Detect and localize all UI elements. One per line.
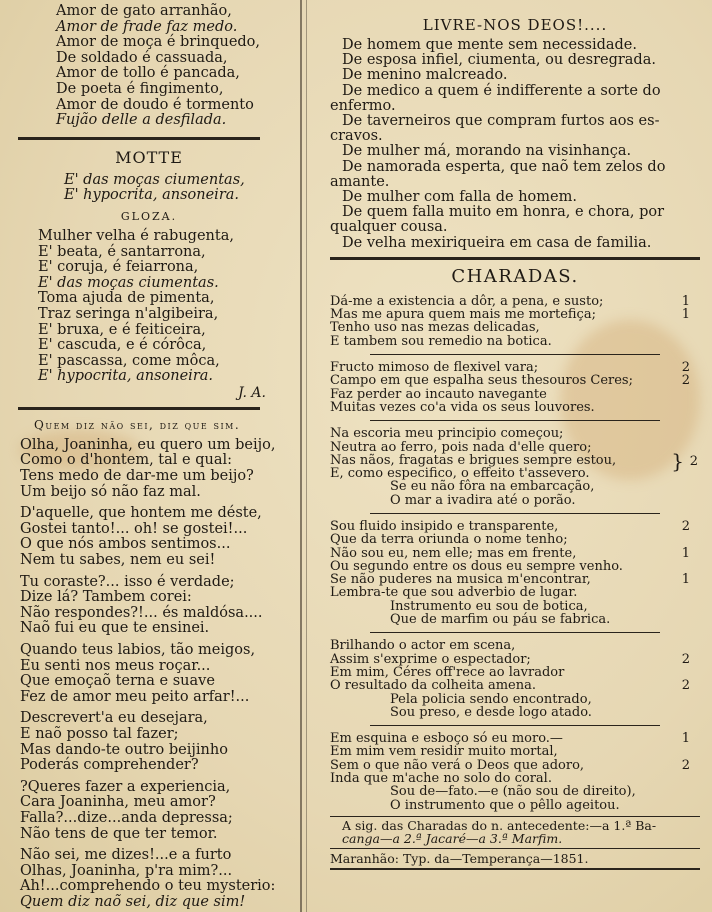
charada-line: Lembra-te que sou adverbio de lugar. xyxy=(330,585,578,601)
charada-line: E, como especifico, o effeito t'assevero. xyxy=(330,466,590,482)
list-line: De quem falla muito em honra, e chora, por xyxy=(342,204,665,221)
poem-line: Amor de gato arranhão, xyxy=(56,3,232,19)
stanza-line: O que nós ambos sentimos... xyxy=(20,536,231,553)
section-title: LIVRE-NOS DEOS!.... xyxy=(422,16,608,34)
brace-mark: } xyxy=(671,449,684,474)
list-line: amante. xyxy=(330,173,390,190)
gloza-block xyxy=(18,229,280,385)
charada-line: Sou fluido insipido e transparente, 2 xyxy=(330,519,690,534)
charada-line: Fructo mimoso de flexivel vara; 2 xyxy=(330,360,690,376)
charadas-title: CHARADAS. xyxy=(451,265,579,287)
gloza-line: Mulher velha é rabugenta, xyxy=(38,227,234,244)
stanza xyxy=(20,506,280,568)
charada xyxy=(330,361,700,414)
charada-line: Sem o que não verá o Deos que adoro, 2 xyxy=(330,757,690,773)
stanza-line: Olhas, Joaninha, p'ra mim?... xyxy=(20,862,233,879)
stanza-line: Tu coraste?... isso é verdade; xyxy=(20,573,235,590)
list-line: De mulher com falla de homem. xyxy=(342,189,577,206)
stanza xyxy=(20,575,280,637)
stanza xyxy=(20,711,280,773)
stanza xyxy=(20,780,280,842)
list-line: De namorada esperta, que naõ tem zelos do xyxy=(342,158,666,175)
gloza-line: E' pascassa, come môca, xyxy=(38,352,220,369)
stanza-line: Quem diz naõ sei, diz que sim! xyxy=(20,893,246,910)
stanza-line: Falla?...dize...anda depressa; xyxy=(20,809,233,826)
poem-line: Amor de tollo é pancada, xyxy=(56,65,240,82)
charada-line: Dá-me a existencia a dôr, a pena, e susto; 1 xyxy=(330,293,690,309)
author-signature: J. A. xyxy=(238,384,266,401)
list-line: De menino malcreado. xyxy=(342,67,508,84)
charada xyxy=(330,427,700,507)
stanza-line: Que emoçaõ terna e suave xyxy=(20,673,215,690)
poem-line: De soldado é cassuada, xyxy=(56,49,228,66)
stanza-line: Descrevert'a eu desejara, xyxy=(20,710,208,727)
charada-line: Muitas vezes co'a vida os seus louvores. xyxy=(330,399,595,415)
poem-line: Amor de moça é brinquedo, xyxy=(56,34,261,51)
charada-divider xyxy=(370,513,660,514)
stanza-line: Mas dando-te outro beijinho xyxy=(20,741,228,758)
stanza-line: Poderás comprehender? xyxy=(20,757,199,774)
stanza-line: Fez de amor meu peito arfar!... xyxy=(20,688,250,705)
list-line: De taverneiros que compram furtos aos es- xyxy=(342,113,660,130)
answers-line: canga—a 2.ª Jacaré—a 3.ª Marfim. xyxy=(342,830,563,846)
stanza-line: Quando teus labios, tão meigos, xyxy=(20,642,256,658)
charada-line: Na escoria meu principio começou; xyxy=(330,426,564,442)
list-line: De medico a quem é indifferente a sorte do xyxy=(342,82,661,99)
charada-divider xyxy=(370,420,660,421)
charada xyxy=(330,639,700,719)
gloza-line: Traz seringa n'algibeira, xyxy=(38,305,219,322)
charada xyxy=(330,295,700,348)
charada-line: E tambem sou remedio na botica. xyxy=(330,333,552,349)
charada-line: Assim s'exprime o espectador; 2 xyxy=(330,651,690,667)
section-rule xyxy=(18,407,260,410)
answers-box xyxy=(330,816,700,845)
section-rule xyxy=(330,257,700,260)
poem-title: Quem diz não sei, diz que sim. xyxy=(34,417,241,432)
list-line: enfermo. xyxy=(330,97,396,114)
charada-line: Em mim vem residir muito mortal, xyxy=(330,744,558,760)
charada-line: Se eu não fôra na embarcação, xyxy=(390,479,595,495)
charada-line: Nas nãos, fragatas e brigues sempre estou, xyxy=(330,452,617,468)
charada xyxy=(330,520,700,626)
charada-line: Ou segundo entre os dous eu sempre venho. xyxy=(330,558,623,574)
gloza-line: E' bruxa, e é feiticeira, xyxy=(38,321,206,338)
right-column xyxy=(330,4,700,870)
charada-line: Instrumento eu sou de botica, xyxy=(390,598,588,614)
charada-line: O mar a ivadira até o porão. xyxy=(390,492,576,508)
charada-line: Campo em que espalha seus thesouros Ceres; 2 xyxy=(330,373,690,389)
column-divider xyxy=(306,0,307,912)
list-line: De esposa infiel, ciumenta, ou desregrada. xyxy=(342,52,656,69)
stanza-line: ?Queres fazer a experiencia, xyxy=(20,778,231,795)
love-poem xyxy=(18,4,280,129)
stanza-line: Não respondes?!... és maldósa.... xyxy=(20,604,263,621)
charada-number: 2 xyxy=(689,454,698,470)
gloza-line: E' beata, é santarrona, xyxy=(38,243,206,260)
charada-divider xyxy=(370,354,660,355)
charada-line: Em esquina e esboço só eu moro.— 1 xyxy=(330,731,690,747)
list-line: qualquer cousa. xyxy=(330,219,448,236)
stanza-line: Naõ fui eu que te ensinei. xyxy=(20,620,210,637)
motte-block xyxy=(18,173,280,204)
stanza-line: Cara Joaninha, meu amor? xyxy=(20,794,216,811)
gloza-line: E' hypocrita, ansoneira. xyxy=(38,368,213,385)
poem-line: Amor de frade faz medo. xyxy=(56,18,238,35)
column-divider xyxy=(300,0,302,912)
list-line: De mulher má, morando na visinhança. xyxy=(342,143,632,160)
stanza-line: Eu senti nos meus roçar... xyxy=(20,657,211,674)
charada-line: Inda que m'ache no solo do coral. xyxy=(330,771,552,787)
stanza-line: E naõ posso tal fazer; xyxy=(20,725,179,742)
stanza xyxy=(20,848,280,910)
stanza-line: Como o d'hontem, tal e qual: xyxy=(20,452,232,469)
charada-line: Neutra ao ferro, pois nada d'elle quero; xyxy=(330,439,592,455)
charada-line: Faz perder ao incauto navegante xyxy=(330,386,547,402)
stanza-line: Um beijo só não faz mal. xyxy=(20,483,201,500)
stanza xyxy=(20,438,280,500)
charada-divider xyxy=(370,725,660,726)
charada-line: Sou de—fato.—e (não sou de direito), xyxy=(390,784,636,800)
charada-divider xyxy=(370,632,660,633)
motte-line: E' das moças ciumentas, xyxy=(64,171,245,188)
stanza-line: Ah!...comprehendo o teu mysterio: xyxy=(20,878,276,895)
stanza xyxy=(20,643,280,705)
charada-line: Pela policia sendo encontrado, xyxy=(390,691,592,707)
gloza-line: Toma ajuda de pimenta, xyxy=(38,290,215,307)
charada-line: Sou preso, e desde logo atado. xyxy=(390,704,592,720)
charada-line: Não sou eu, nem elle; mas em frente, 1 xyxy=(330,545,690,561)
answers-line: A sig. das Charadas do n. antecedente:—a 1.ª Ba- xyxy=(342,817,657,833)
poem-line: Amor de doudo é tormento xyxy=(56,96,254,113)
motte-title: MOTTE xyxy=(115,147,183,167)
poem-line: De poeta é fingimento, xyxy=(56,80,224,97)
stanza-line: D'aquelle, que hontem me déste, xyxy=(20,505,262,522)
section-rule xyxy=(18,137,260,140)
stanza-line: Tens medo de dar-me um beijo? xyxy=(20,468,254,485)
stanza-line: Não tens de que ter temor. xyxy=(20,825,218,842)
charada-line: Se não puderes na musica m'encontrar, 1 xyxy=(330,572,690,588)
poem-line: Fujão delle a desfilada. xyxy=(56,112,227,129)
livre-nos-list xyxy=(330,38,700,251)
stanza-line: Nem tu sabes, nem eu sei! xyxy=(20,552,216,569)
charada-line: Que da terra oriunda o nome tenho; xyxy=(330,532,568,548)
motte-line: E' hypocrita, ansoneira. xyxy=(64,187,239,204)
list-line: cravos. xyxy=(330,128,383,145)
gloza-line: E' das moças ciumentas. xyxy=(38,274,219,291)
stanza-line: Dize lá? Tambem corei: xyxy=(20,589,192,606)
charada-line: Em mim, Céres off'rece ao lavrador xyxy=(330,664,565,680)
charada-line: O resultado da colheita amena. 2 xyxy=(330,678,690,694)
charada-line: O instrumento que o pêllo ageitou. xyxy=(390,797,620,813)
gloza-line: E' cascuda, e é córôca, xyxy=(38,337,207,354)
list-line: De homem que mente sem necessidade. xyxy=(342,37,637,53)
charada xyxy=(330,732,700,812)
charada-line: Que de marfim ou páu se fabrica. xyxy=(390,612,611,628)
charada-line: Mas me apura quem mais me mortefiça; 1 xyxy=(330,307,690,323)
list-line: De velha mexiriqueira em casa de familia. xyxy=(342,234,652,251)
stanza-line: Gostei tanto!... oh! se gostei!... xyxy=(20,520,248,537)
gloza-title: GLOZA. xyxy=(120,209,178,223)
stanza-line: Não sei, me dizes!...e a furto xyxy=(20,847,232,864)
gloza-line: E' coruja, é feiarrona, xyxy=(38,259,199,276)
poem-body xyxy=(18,438,280,911)
left-column xyxy=(18,4,280,912)
stanza-line: Olha, Joaninha, eu quero um beijo, xyxy=(20,436,276,453)
charada-line: Tenho uso nas mezas delicadas, xyxy=(330,320,540,336)
charada-line: Brilhando o actor em scena, xyxy=(330,638,516,654)
imprint: Maranhão: Typ. da—Temperança—1851. xyxy=(330,848,700,870)
